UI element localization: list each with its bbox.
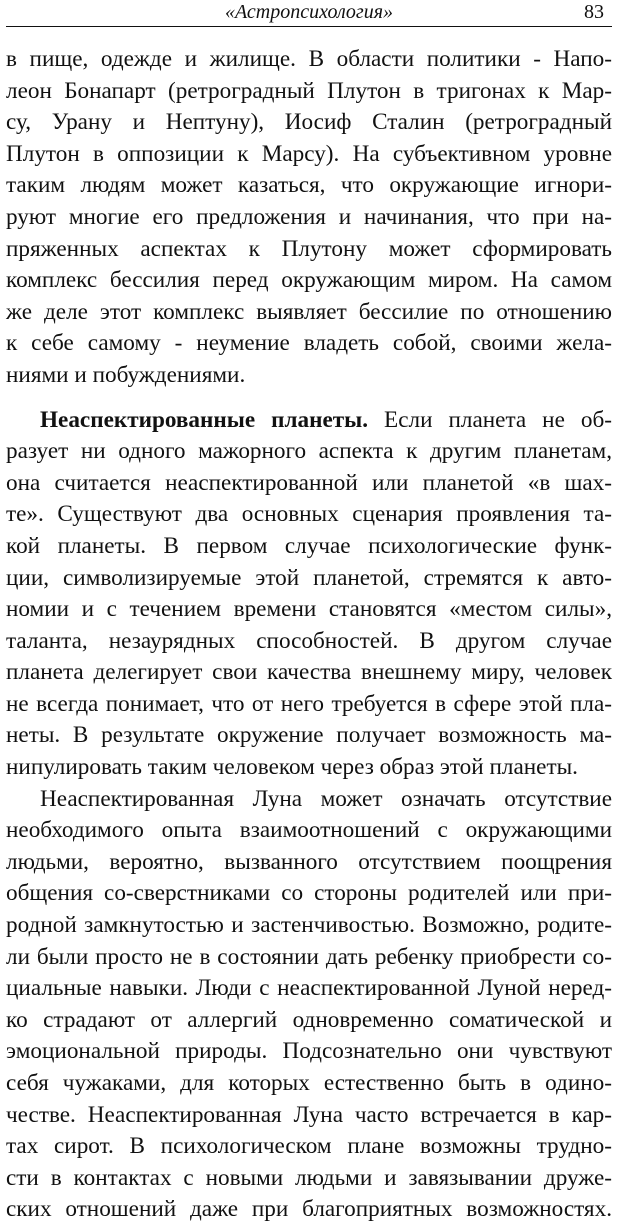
text-line: людьми, вероятно, вызванного отсутствием поощрения <box>6 848 612 875</box>
heading-line-rest: Если планета не об- <box>368 406 612 433</box>
text-line: необходимого опыта взаимоотношений с окружающими <box>6 817 612 844</box>
text-line: таким людям может казаться, что окружающие игнори- <box>6 172 612 199</box>
text-line: родной замкнутостью и застенчивостью. Возможно, родите- <box>6 912 612 939</box>
text-line: Плутон в оппозиции к Марсу). На субъективном уровне <box>6 140 612 167</box>
text-line: таланта, незаурядных способностей. В другом случае <box>6 627 612 654</box>
text-line: циальные навыки. Люди с неаспектированной Луной неред- <box>6 975 612 1002</box>
text-line: комплекс бессилия перед окружающим миром. На самом <box>6 267 612 294</box>
text-line: общения со-сверстниками со стороны родителей или при- <box>6 880 612 907</box>
text-line: честве. Неаспектированная Луна часто встречается в кар- <box>6 1101 612 1128</box>
text-line: эмоциональной природы. Подсознательно они чувствуют <box>6 1038 612 1065</box>
text-line: она считается неаспектированной или планетой «в шах- <box>6 469 612 496</box>
text-line: леон Бонапарт (ретроградный Плутон в тригонах к Мар- <box>6 77 612 104</box>
running-title: «Астропсихология» <box>224 1 394 23</box>
paragraph-1 <box>6 44 612 392</box>
text-line: ко страдают от аллергий одновременно соматической и <box>6 1006 612 1033</box>
text-line: су, Урану и Нептуну), Иосиф Сталин (ретроградный <box>6 109 612 136</box>
paragraph-2 <box>6 405 612 784</box>
text-line: планета делегирует свои качества внешнему миру, человек <box>6 659 612 686</box>
text-line: разует ни одного мажорного аспекта к другим планетам, <box>6 438 612 465</box>
text-line: не всегда понимает, что от него требуется в сфере этой пла- <box>6 690 612 717</box>
text-line: ниями и побуждениями. <box>6 361 246 388</box>
text-line: те». Существуют два основных сценария проявления та- <box>6 501 612 528</box>
text-line: пряженных аспектах к Плутону может сформировать <box>6 235 612 262</box>
paragraph-3 <box>6 784 612 1226</box>
body-text <box>6 44 612 1226</box>
text-line: Неаспектированная Луна может означать отсутствие <box>40 785 612 812</box>
running-header <box>6 0 612 27</box>
text-line: ских отношений даже при благоприятных возможностях. <box>6 1196 612 1223</box>
text-line: кой планеты. В первом случае психологические функ- <box>6 532 612 559</box>
text-line: ции, символизируемые этой планетой, стремятся к авто- <box>6 564 612 591</box>
text-line: неты. В результате окружение получает возможность ма- <box>6 722 612 749</box>
text-line: в пище, одежде и жилище. В области политики - Напо- <box>6 46 612 72</box>
text-line: же деле этот комплекс выявляет бессилие по отношению <box>6 298 612 325</box>
text-line: сти в контактах с новыми людьми и завязывании друже- <box>6 1164 612 1191</box>
paragraph-heading: Неаспектированные планеты. <box>40 406 369 433</box>
text-line: ли были просто не в состоянии дать ребенку приобрести со- <box>6 943 612 970</box>
text-line: к себе самому - неумение владеть собой, своими жела- <box>6 330 612 357</box>
text-line: нипулировать таким человеком через образ этой планеты. <box>6 754 578 781</box>
text-line: себя чужаками, для которых естественно быть в одино- <box>6 1070 612 1096</box>
text-line: тах сирот. В психологическом плане возможны трудно- <box>6 1133 612 1160</box>
text-line: руют многие его предложения и начинания, что при на- <box>6 203 612 230</box>
page-number: 83 <box>584 1 604 23</box>
text-line: номии и с течением времени становятся «местом силы», <box>6 596 612 623</box>
text-line <box>6 405 612 437</box>
